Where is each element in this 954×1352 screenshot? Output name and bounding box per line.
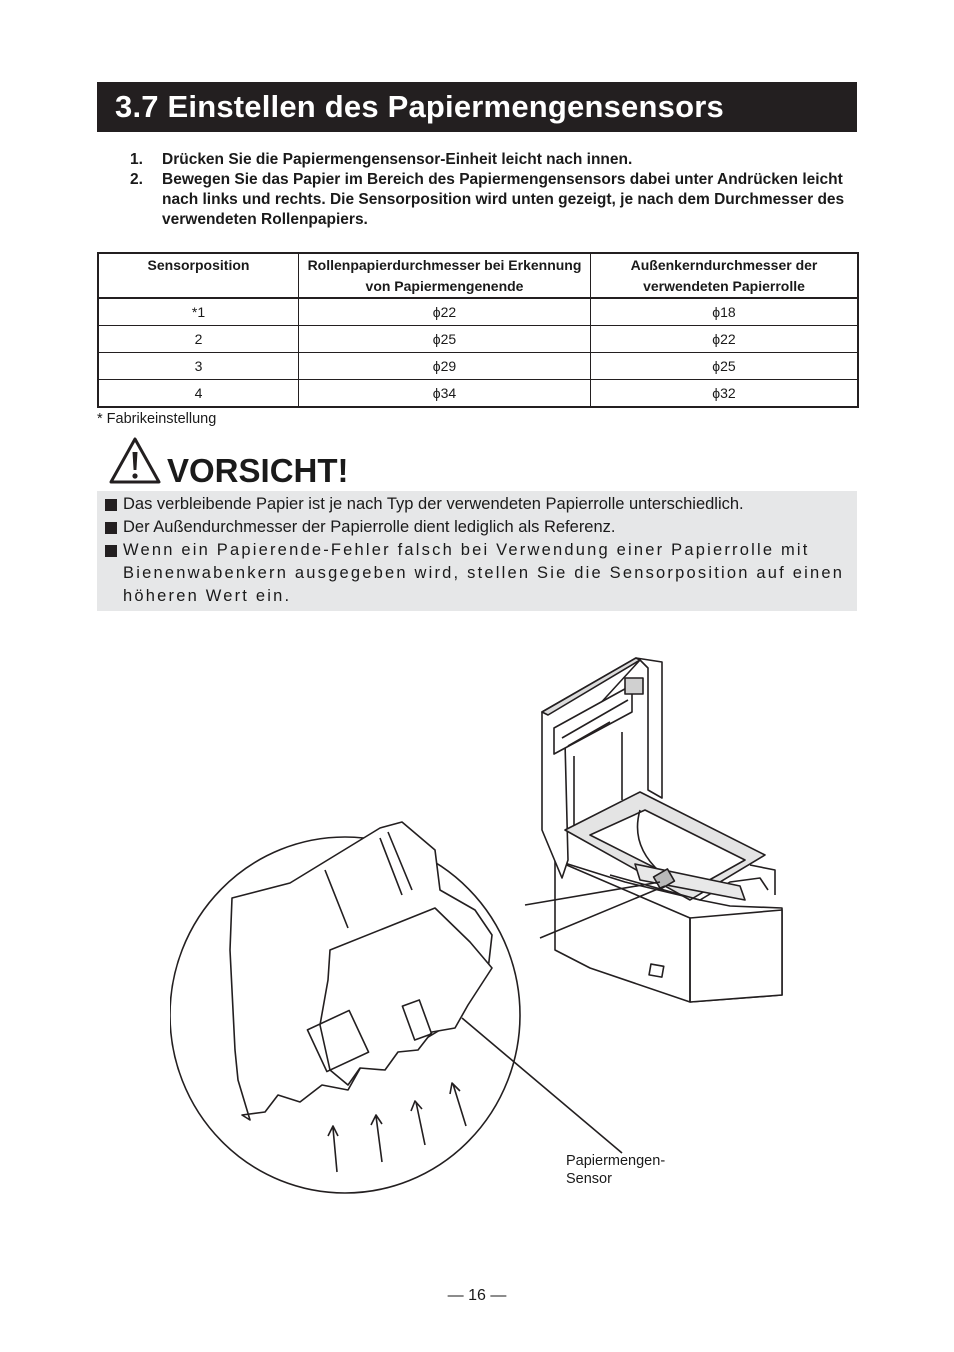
printer-sensor-illustration [170, 650, 790, 1210]
column-header: Rollenpapierdurchmesser bei Erkennung von Papiermengenende [299, 253, 591, 298]
steps-list [130, 150, 850, 230]
table-cell: ϕ22 [299, 298, 591, 326]
table-footnote: * Fabrikeinstellung [97, 411, 217, 427]
step-2 [130, 170, 850, 230]
caution-text: Wenn ein Papierende-Fehler falsch bei Verwendung einer Papierrolle mit Bienenwabenkern ausgegeben wird, stellen Sie die Sensorposition auf einen höheren Wert ein. [123, 541, 845, 605]
table-row [98, 380, 858, 408]
step-text: Bewegen Sie das Papier im Bereich des Papiermengensensors dabei unter Andrücken leicht nach links und rechts. Die Sensorposition wird unten gezeigt, je nach dem Durchmesser des verwendeten Rollenpapiers. [162, 171, 845, 228]
table-row [98, 353, 858, 380]
table-cell: ϕ25 [591, 353, 859, 380]
column-header: Sensorposition [98, 253, 299, 298]
printer-body [542, 658, 782, 1002]
square-bullet-icon [105, 522, 117, 534]
caution-title: VORSICHT! [167, 452, 349, 489]
table-cell: ϕ25 [299, 326, 591, 353]
table-cell: *1 [98, 298, 299, 326]
warning-triangle-icon [108, 436, 162, 486]
sensor-position-table [97, 252, 859, 408]
caution-text: Der Außendurchmesser der Papierrolle dient lediglich als Referenz. [123, 518, 616, 536]
caution-item [105, 493, 849, 516]
step-number: 1. [130, 151, 143, 168]
section-title-bar [97, 82, 857, 132]
table-row [98, 298, 858, 326]
caution-box [97, 491, 857, 611]
table-cell: ϕ18 [591, 298, 859, 326]
table-header-row [98, 253, 858, 298]
table-cell: ϕ32 [591, 380, 859, 408]
sensor-label-line: Sensor [566, 1171, 612, 1187]
sensor-label-line: Papiermengen- [566, 1153, 666, 1169]
table-cell: ϕ34 [299, 380, 591, 408]
caution-text: Das verbleibende Papier ist je nach Typ der verwendeten Papierrolle unterschiedlich. [123, 495, 744, 513]
step-number: 2. [130, 171, 143, 188]
step-1 [130, 150, 850, 170]
step-text: Drücken Sie die Papiermengensensor-Einheit leicht nach innen. [162, 151, 633, 168]
column-header: Außenkerndurchmesser der verwendeten Papierrolle [591, 253, 859, 298]
table-cell: ϕ22 [591, 326, 859, 353]
table-cell: ϕ29 [299, 353, 591, 380]
page-number: — 16 — [447, 1287, 507, 1304]
square-bullet-icon [105, 545, 117, 557]
table-row [98, 326, 858, 353]
square-bullet-icon [105, 499, 117, 511]
sensor-callout-label [566, 1152, 665, 1188]
caution-item [105, 539, 849, 608]
table-cell: 3 [98, 353, 299, 380]
section-title: 3.7 Einstellen des Papiermengensensors [115, 89, 724, 124]
caution-item [105, 516, 849, 539]
caution-list [97, 491, 857, 608]
table-cell: 2 [98, 326, 299, 353]
table-cell: 4 [98, 380, 299, 408]
